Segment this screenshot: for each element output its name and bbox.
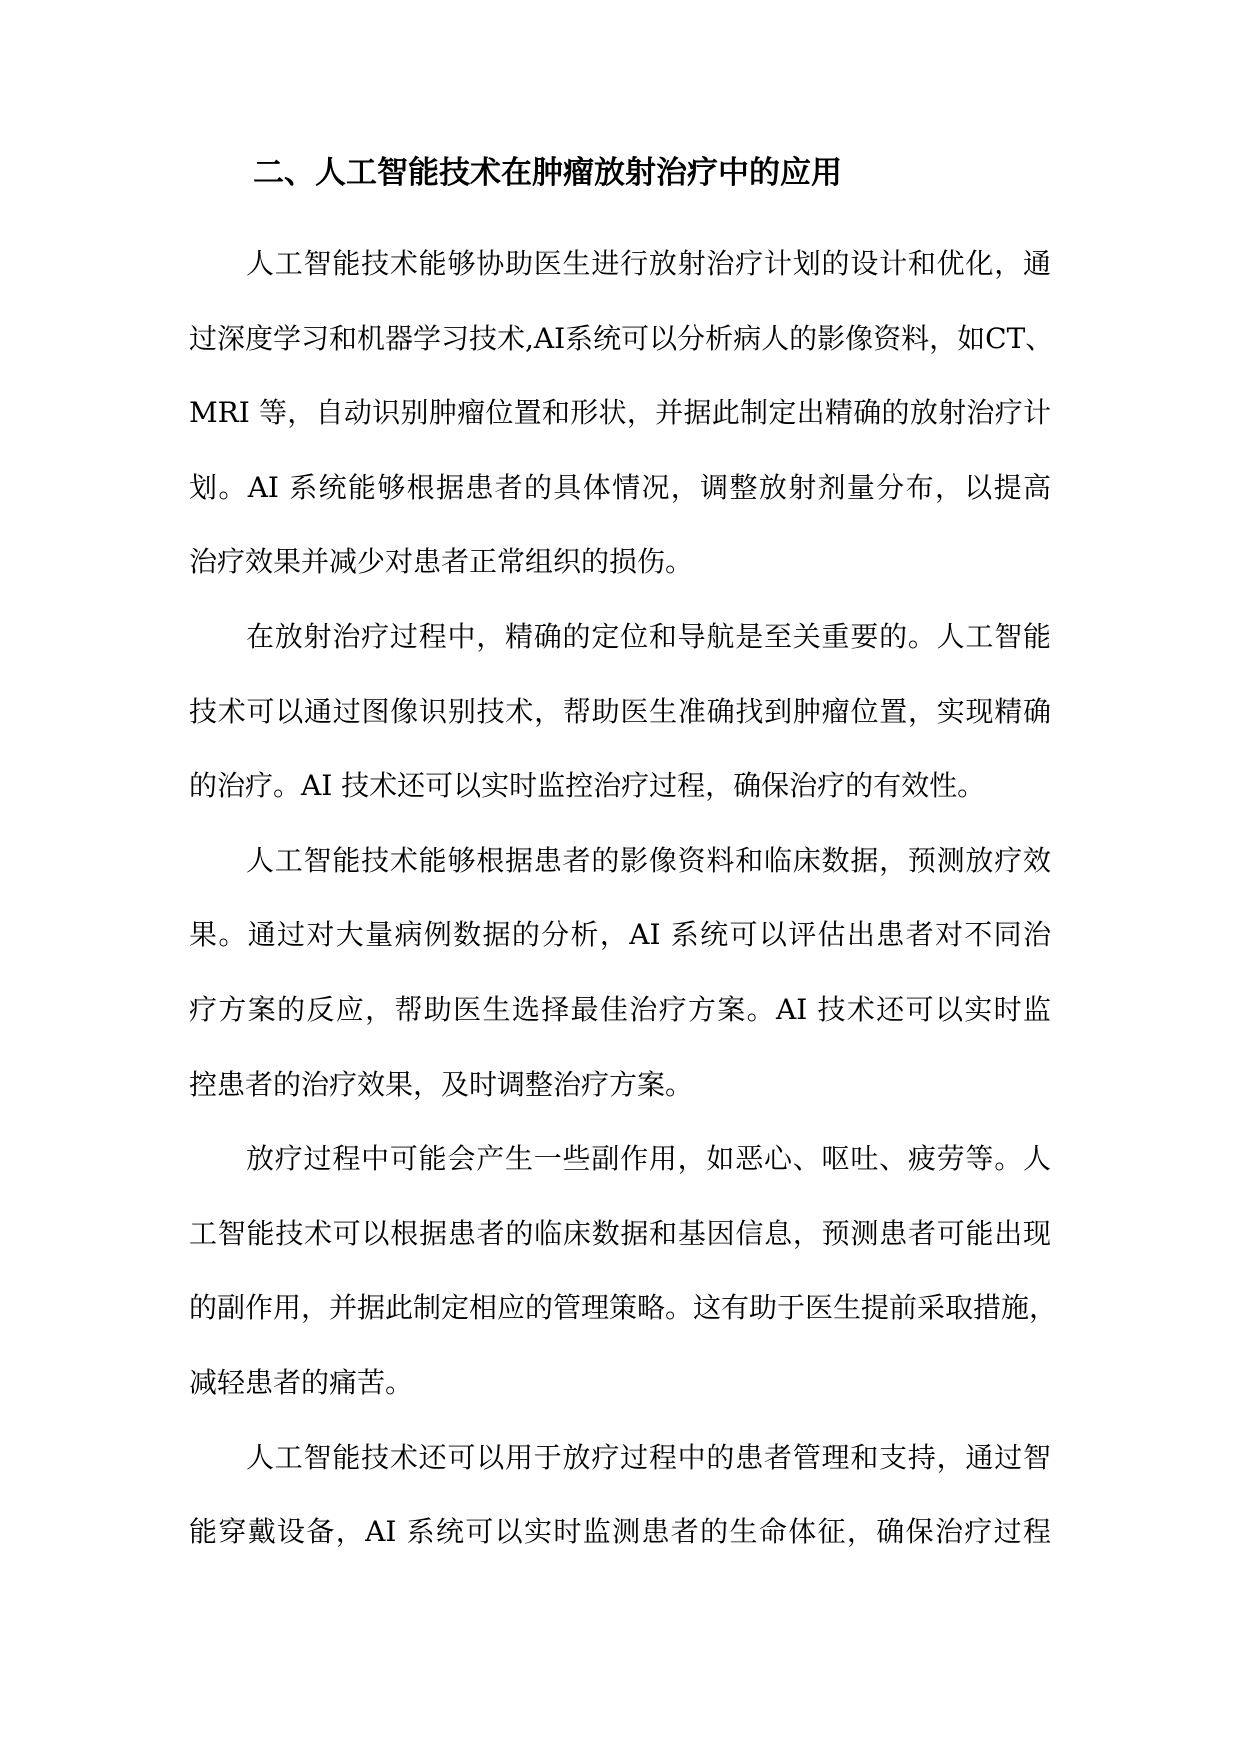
text-line: MRI 等，自动识别肿瘤位置和形状，并据此制定出精确的放射治疗计 <box>189 396 1051 430</box>
document-body <box>189 227 1058 1570</box>
text-line: 在放射治疗过程中，精确的定位和导航是至关重要的。人工智能 <box>246 619 1051 653</box>
text-line: 人工智能技术还可以用于放疗过程中的患者管理和支持，通过智 <box>246 1440 1051 1474</box>
text-line: 人工智能技术能够协助医生进行放射治疗计划的设计和优化，通 <box>246 247 1051 280</box>
text-line: 治疗效果并减少对患者正常组织的损伤。 <box>189 545 694 579</box>
text-line: 减轻患者的痛苦。 <box>189 1365 414 1399</box>
paragraph <box>189 1122 1058 1420</box>
text-line: 工智能技术可以根据患者的临床数据和基因信息，预测患者可能出现 <box>189 1216 1051 1250</box>
text-line: 能穿戴设备，AI 系统可以实时监测患者的生命体征，确保治疗过程 <box>189 1515 1051 1549</box>
text-line: 技术可以通过图像识别技术，帮助医生准确找到肿瘤位置，实现精确 <box>189 694 1051 728</box>
text-line: 控患者的治疗效果，及时调整治疗方案。 <box>189 1067 694 1101</box>
paragraph <box>189 227 1054 600</box>
text-line: 疗方案的反应，帮助医生选择最佳治疗方案。AI 技术还可以实时监 <box>189 992 1051 1026</box>
text-line: 果。通过对大量病例数据的分析，AI 系统可以评估出患者对不同治 <box>189 918 1051 952</box>
paragraph <box>189 1421 1051 1570</box>
section-title: 二、人工智能技术在肿瘤放射治疗中的应用 <box>253 155 842 191</box>
text-line: 人工智能技术能够根据患者的影像资料和临床数据，预测放疗效 <box>246 843 1051 877</box>
paragraph <box>189 600 1051 824</box>
text-line: 的副作用，并据此制定相应的管理策略。这有助于医生提前采取措施， <box>189 1291 1058 1325</box>
text-line: 的治疗。AI 技术还可以实时监控治疗过程，确保治疗的有效性。 <box>189 769 986 803</box>
text-line: 放疗过程中可能会产生一些副作用，如恶心、呕吐、疲劳等。人 <box>246 1142 1051 1176</box>
paragraph <box>189 824 1051 1122</box>
text-line: 过深度学习和机器学习技术,AI系统可以分析病人的影像资料，如CT、 <box>189 321 1054 355</box>
text-line: 划。AI 系统能够根据患者的具体情况，调整放射剂量分布，以提高 <box>189 470 1051 504</box>
